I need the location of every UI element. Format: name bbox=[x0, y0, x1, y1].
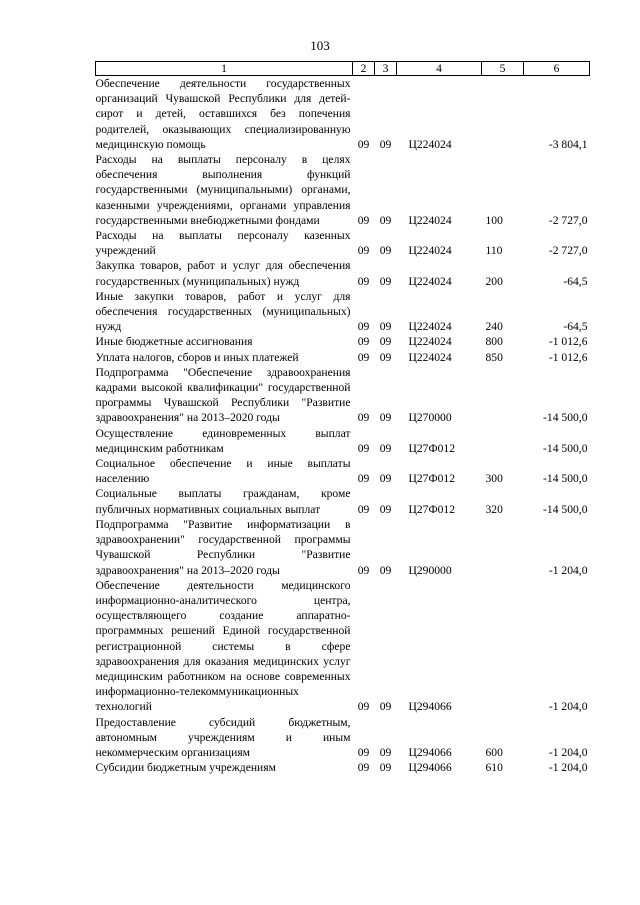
row-amount: -1 204,0 bbox=[548, 745, 588, 759]
row-section-code: 09 bbox=[357, 502, 370, 516]
row-section-code: 09 bbox=[357, 700, 370, 714]
row-expense-type bbox=[482, 76, 524, 153]
row-target-article: Ц224024 bbox=[408, 213, 452, 227]
row-expense-type bbox=[482, 426, 524, 456]
row-target-article: Ц224024 bbox=[408, 137, 452, 151]
row-subsection-code: 09 bbox=[379, 213, 392, 227]
row-amount: -14 500,0 bbox=[543, 411, 588, 425]
row-expense-type: 240 bbox=[485, 320, 503, 334]
header-col-2: 2 bbox=[353, 62, 375, 76]
header-col-1: 1 bbox=[96, 62, 353, 76]
row-subsection-code: 09 bbox=[379, 472, 392, 486]
row-section-code: 09 bbox=[357, 274, 370, 288]
row-target-article: Ц224024 bbox=[408, 335, 452, 349]
row-section-code: 09 bbox=[357, 472, 370, 486]
row-expense-type: 800 bbox=[485, 335, 503, 349]
row-amount: -1 012,6 bbox=[548, 350, 588, 364]
page-number: 103 bbox=[310, 38, 330, 53]
table-row bbox=[96, 760, 590, 775]
row-expense-type bbox=[482, 365, 524, 426]
row-section-code: 09 bbox=[357, 745, 370, 759]
row-amount: -64,5 bbox=[563, 320, 588, 334]
row-subsection-code: 09 bbox=[379, 441, 392, 455]
row-target-article: Ц270000 bbox=[408, 411, 452, 425]
table-row bbox=[96, 715, 590, 761]
header-col-4: 4 bbox=[397, 62, 482, 76]
row-expense-type: 200 bbox=[485, 274, 503, 288]
row-section-code: 09 bbox=[357, 137, 370, 151]
table-row bbox=[96, 486, 590, 516]
table-row bbox=[96, 228, 590, 258]
row-section-code: 09 bbox=[357, 213, 370, 227]
row-section-code: 09 bbox=[357, 563, 370, 577]
row-amount: -2 727,0 bbox=[548, 213, 588, 227]
table-row bbox=[96, 334, 590, 349]
row-name: Предоставление субсидий бюджетным, автономным учреждениям и иным некоммерческим организациям bbox=[95, 715, 351, 759]
row-expense-type: 110 bbox=[485, 244, 503, 258]
row-name: Социальное обеспечение и иные выплаты населению bbox=[95, 457, 351, 486]
row-subsection-code: 09 bbox=[379, 137, 392, 151]
table-body bbox=[96, 76, 590, 776]
row-expense-type: 320 bbox=[485, 502, 503, 516]
row-subsection-code: 09 bbox=[379, 761, 392, 775]
row-target-article: Ц224024 bbox=[408, 274, 452, 288]
table-row bbox=[96, 578, 590, 715]
row-target-article: Ц27Ф012 bbox=[408, 472, 456, 486]
table-row bbox=[96, 426, 590, 456]
table-row bbox=[96, 152, 590, 228]
row-name: Уплата налогов, сборов и иных платежей bbox=[95, 350, 299, 364]
row-name: Подпрограмма "Развитие информатизации в здравоохранении" государственной программы Чувашской Республики "Развитие здравоохранения" на 2013–2020 годы bbox=[95, 517, 351, 577]
row-amount: -14 500,0 bbox=[543, 441, 588, 455]
row-amount: -1 012,6 bbox=[548, 335, 588, 349]
row-expense-type: 850 bbox=[485, 350, 503, 364]
row-amount: -14 500,0 bbox=[543, 472, 588, 486]
header-col-5: 5 bbox=[482, 62, 524, 76]
row-name: Иные закупки товаров, работ и услуг для обеспечения государственных (муниципальных) нужд bbox=[95, 289, 351, 334]
budget-table bbox=[95, 61, 590, 775]
row-name: Обеспечение деятельности государственных организаций Чувашской Республики для детей-сирот и детей, оставшихся без попечения родителей, оказывающих специализированную медицинскую помощь bbox=[95, 77, 351, 151]
row-target-article: Ц224024 bbox=[408, 320, 452, 334]
row-section-code: 09 bbox=[357, 320, 370, 334]
row-target-article: Ц294066 bbox=[408, 761, 452, 775]
row-section-code: 09 bbox=[357, 335, 370, 349]
row-section-code: 09 bbox=[357, 441, 370, 455]
row-expense-type: 100 bbox=[485, 213, 503, 227]
row-subsection-code: 09 bbox=[379, 502, 392, 516]
row-subsection-code: 09 bbox=[379, 563, 392, 577]
row-expense-type bbox=[482, 578, 524, 715]
row-subsection-code: 09 bbox=[379, 350, 392, 364]
row-section-code: 09 bbox=[357, 411, 370, 425]
row-expense-type: 610 bbox=[485, 761, 503, 775]
row-section-code: 09 bbox=[357, 761, 370, 775]
row-amount: -1 204,0 bbox=[548, 563, 588, 577]
row-target-article: Ц224024 bbox=[408, 244, 452, 258]
row-name: Субсидии бюджетным учреждениям bbox=[95, 761, 276, 775]
row-subsection-code: 09 bbox=[379, 700, 392, 714]
row-name: Социальные выплаты гражданам, кроме публичных нормативных социальных выплат bbox=[95, 487, 351, 516]
table-row bbox=[96, 258, 590, 288]
row-subsection-code: 09 bbox=[379, 320, 392, 334]
row-section-code: 09 bbox=[357, 350, 370, 364]
row-name: Расходы на выплаты персоналу в целях обеспечения выполнения функций государственными (муниципальными) органами, казенными учреждениями, органами управления государственными внебюджетными фондами bbox=[95, 153, 351, 227]
row-target-article: Ц294066 bbox=[408, 700, 452, 714]
row-amount: -14 500,0 bbox=[543, 502, 588, 516]
table-row bbox=[96, 350, 590, 365]
row-target-article: Ц27Ф012 bbox=[408, 502, 456, 516]
row-amount: -1 204,0 bbox=[548, 761, 588, 775]
table-row bbox=[96, 76, 590, 153]
table-row bbox=[96, 517, 590, 578]
row-name: Осуществление единовременных выплат медицинским работникам bbox=[95, 426, 351, 455]
header-row bbox=[96, 62, 590, 76]
header-col-3: 3 bbox=[375, 62, 397, 76]
row-target-article: Ц294066 bbox=[408, 745, 452, 759]
row-target-article: Ц27Ф012 bbox=[408, 441, 456, 455]
table-row bbox=[96, 365, 590, 426]
row-subsection-code: 09 bbox=[379, 745, 392, 759]
row-subsection-code: 09 bbox=[379, 244, 392, 258]
row-name: Обеспечение деятельности медицинского информационно-аналитического центра, осуществляющего создание аппаратно-программных решений Единой государственной регистрационной системы в сфере здравоохранения для оказания медицинских услуг медицинским работником на основе современных информационно-телекоммуникационных технологий bbox=[95, 578, 351, 714]
row-amount: -3 804,1 bbox=[548, 137, 588, 151]
row-target-article: Ц224024 bbox=[408, 350, 452, 364]
row-expense-type: 600 bbox=[485, 745, 503, 759]
row-expense-type bbox=[482, 517, 524, 578]
row-subsection-code: 09 bbox=[379, 274, 392, 288]
row-name: Расходы на выплаты персоналу казенных учреждений bbox=[95, 229, 351, 258]
row-section-code: 09 bbox=[357, 244, 370, 258]
row-expense-type: 300 bbox=[485, 472, 503, 486]
table-row bbox=[96, 456, 590, 486]
table-header bbox=[96, 62, 590, 76]
row-name: Подпрограмма "Обеспечение здравоохранения кадрами высокой квалификации" государственной программы Чувашской Республики "Развитие здравоохранения" на 2013–2020 годы bbox=[95, 365, 351, 425]
row-target-article: Ц290000 bbox=[408, 563, 452, 577]
row-amount: -1 204,0 bbox=[548, 700, 588, 714]
row-name: Иные бюджетные ассигнования bbox=[95, 335, 253, 349]
table-row bbox=[96, 289, 590, 335]
header-col-6: 6 bbox=[524, 62, 590, 76]
row-amount: -64,5 bbox=[563, 274, 588, 288]
row-amount: -2 727,0 bbox=[548, 244, 588, 258]
row-name: Закупка товаров, работ и услуг для обеспечения государственных (муниципальных) нужд bbox=[95, 259, 351, 288]
row-subsection-code: 09 bbox=[379, 335, 392, 349]
row-subsection-code: 09 bbox=[379, 411, 392, 425]
